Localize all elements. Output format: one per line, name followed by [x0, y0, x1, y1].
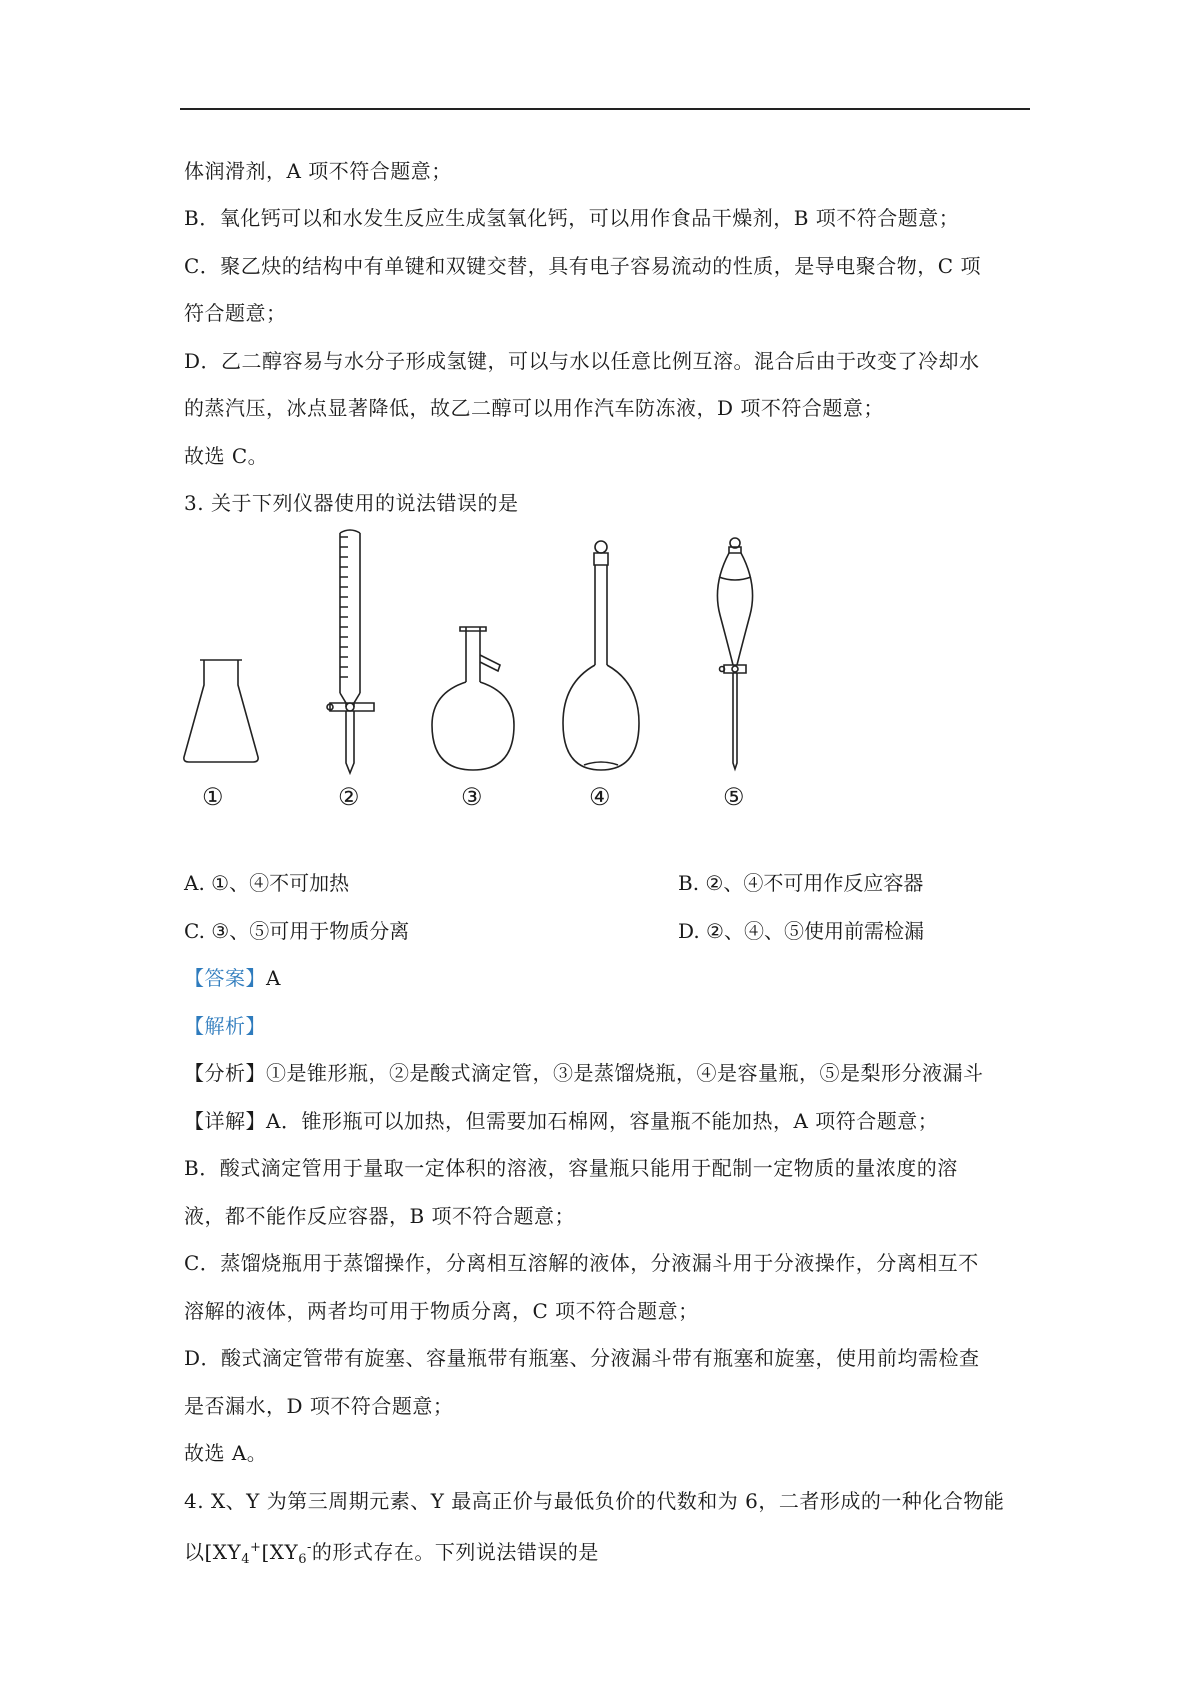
answer-value: A — [266, 966, 281, 990]
formula-part: 以[XY — [184, 1540, 242, 1564]
fenxi-tag: 【分析】 — [184, 1061, 266, 1085]
formula-subscript: 4 — [241, 1552, 251, 1567]
option-c: C. ③、⑤可用于物质分离 — [184, 919, 410, 943]
formula-superscript: - — [306, 1540, 312, 1555]
explanation-line: D．酸式滴定管带有旋塞、容量瓶带有瓶塞、分液漏斗带有瓶塞和旋塞，使用前均需检查 — [184, 1346, 980, 1370]
question-3-stem: 3. 关于下列仪器使用的说法错误的是 — [184, 491, 519, 515]
explanation-line: 是否漏水，D 项不符合题意； — [184, 1394, 454, 1418]
question-4-stem-line2 — [184, 1535, 599, 1573]
option-b: B. ②、④不可用作反应容器 — [678, 871, 924, 895]
explanation-line: 溶解的液体，两者均可用于物质分离，C 项不符合题意； — [184, 1299, 699, 1323]
explanation-line: 故选 A。 — [184, 1441, 268, 1465]
apparatus-figure — [180, 525, 860, 815]
question-4-stem-line1: 4. X、Y 为第三周期元素、Y 最高正价与最低负价的代数和为 6，二者形成的一种化合物能 — [184, 1489, 1005, 1513]
fenxi-text: ①是锥形瓶，②是酸式滴定管，③是蒸馏烧瓶，④是容量瓶，⑤是梨形分液漏斗 — [266, 1061, 984, 1085]
text-line: B．氧化钙可以和水发生反应生成氢氧化钙，可以用作食品干燥剂，B 项不符合题意； — [184, 206, 960, 230]
explanation-line: 液，都不能作反应容器，B 项不符合题意； — [184, 1204, 576, 1228]
xiangjie-text: A．锥形瓶可以加热，但需要加石棉网，容量瓶不能加热，A 项符合题意； — [266, 1109, 939, 1133]
conical-flask-icon — [184, 660, 258, 762]
formula-subscript: 6 — [298, 1552, 307, 1567]
apparatus-label-1: ① — [202, 783, 224, 811]
text-line: C．聚乙炔的结构中有单键和双键交替，具有电子容易流动的性质，是导电聚合物，C 项 — [184, 254, 981, 278]
volumetric-flask-icon — [563, 541, 639, 770]
text-line: 体润滑剂，A 项不符合题意； — [184, 159, 452, 183]
text-line: 故选 C。 — [184, 444, 269, 468]
distilling-flask-icon — [432, 627, 514, 770]
formula-part: [XY — [261, 1540, 299, 1564]
separatory-funnel-icon — [717, 538, 752, 769]
option-d: D. ②、④、⑤使用前需检漏 — [678, 919, 924, 943]
answer-line — [184, 965, 281, 991]
xiangjie-tag: 【详解】 — [184, 1109, 266, 1133]
apparatus-label-2: ② — [338, 783, 360, 811]
answer-tag: 【答案】 — [184, 966, 266, 990]
burette-icon — [327, 530, 374, 773]
option-a: A. ①、④不可加热 — [184, 871, 350, 895]
fenxi-line — [184, 1060, 984, 1086]
header-rule — [180, 108, 1030, 110]
xiangjie-line — [184, 1108, 938, 1134]
text-line: 的蒸汽压，冰点显著降低，故乙二醇可以用作汽车防冻液，D 项不符合题意； — [184, 396, 884, 420]
apparatus-label-5: ⑤ — [723, 783, 745, 811]
formula-superscript: + — [250, 1540, 262, 1555]
apparatus-label-4: ④ — [589, 783, 611, 811]
text-line: 符合题意； — [184, 301, 287, 325]
apparatus-drawing — [180, 525, 860, 775]
explanation-line: B．酸式滴定管用于量取一定体积的溶液，容量瓶只能用于配制一定物质的量浓度的溶 — [184, 1156, 958, 1180]
formula-tail: 的形式存在。下列说法错误的是 — [311, 1540, 599, 1564]
apparatus-label-3: ③ — [461, 783, 483, 811]
explanation-line: C．蒸馏烧瓶用于蒸馏操作，分离相互溶解的液体，分液漏斗用于分液操作，分离相互不 — [184, 1251, 979, 1275]
analysis-tag: 【解析】 — [184, 1014, 266, 1038]
text-line: D．乙二醇容易与水分子形成氢键，可以与水以任意比例互溶。混合后由于改变了冷却水 — [184, 349, 980, 373]
